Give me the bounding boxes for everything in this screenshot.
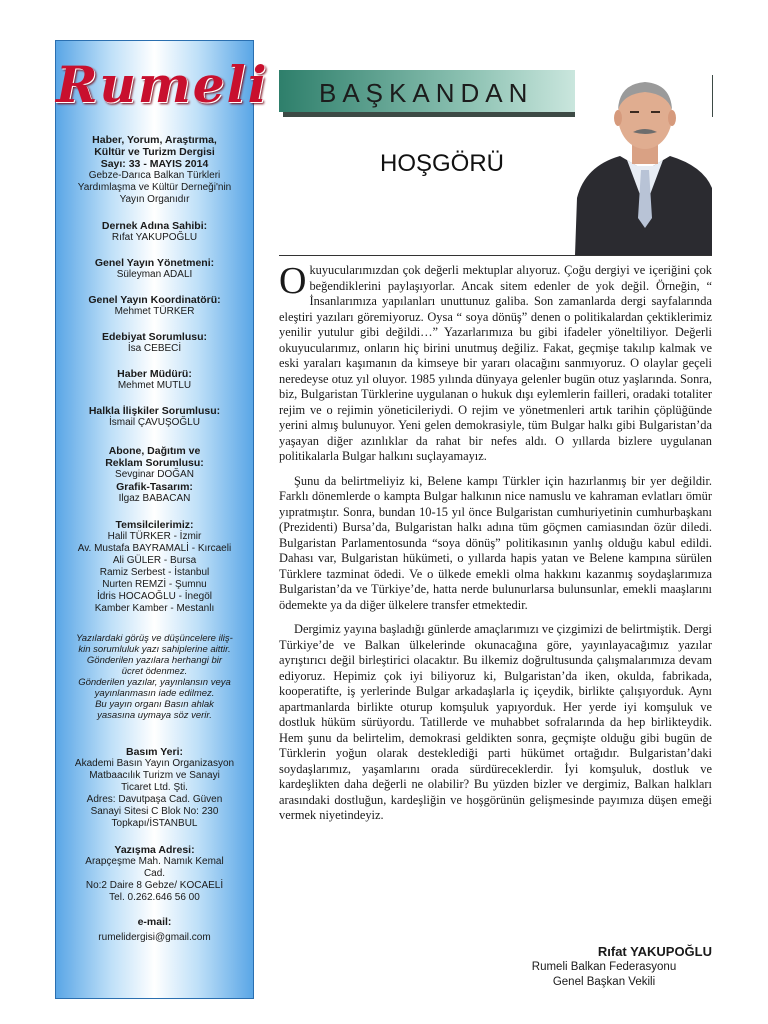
news-block <box>56 368 253 392</box>
disclaimer-line: kin sorumluluk yazı sahiplerine aittir. <box>78 644 231 655</box>
representative-item: Av. Mustafa BAYRAMALİ - Kırcaeli <box>77 543 232 554</box>
representatives-heading: Temsilcilerimiz: <box>115 519 194 531</box>
address-heading: Yazışma Adresi: <box>114 844 195 856</box>
disclaimer-line: ücret ödenmez. <box>121 666 188 677</box>
coordinator-heading: Genel Yayın Koordinatörü: <box>88 294 221 306</box>
owner-value: Rıfat YAKUPOĞLU <box>111 232 198 243</box>
representative-item: Ali GÜLER - Bursa <box>112 555 197 566</box>
literature-block <box>56 331 253 355</box>
owner-block <box>56 220 253 244</box>
email-heading: e-mail: <box>137 916 172 928</box>
address-line: Cad. <box>143 868 166 879</box>
representative-item: Halil TÜRKER - İzmir <box>107 531 202 542</box>
signature-block <box>500 943 712 990</box>
author-name: Rıfat YAKUPOĞLU <box>597 944 712 959</box>
print-line: Ticaret Ltd. Şti. <box>121 782 188 793</box>
section-banner-text: BAŞKANDAN <box>319 78 534 108</box>
article-paragraph <box>279 260 712 465</box>
intro-line: Haber, Yorum, Araştırma, <box>92 134 217 146</box>
news-heading: Haber Müdürü: <box>117 368 192 380</box>
email-block <box>56 916 253 944</box>
print-line: Topkapı/İSTANBUL <box>111 818 198 829</box>
author-title: Rumeli Balkan Federasyonu <box>531 961 677 973</box>
intro-line: Yayın Organıdır <box>119 194 190 205</box>
coordinator-block <box>56 294 253 318</box>
print-line: Akademi Basın Yayın Organizasyon <box>74 758 235 769</box>
distribution-block <box>56 445 253 505</box>
intro-line: Yardımlaşma ve Kültür Derneği'nin <box>77 182 232 193</box>
disclaimer-line: Yazılardaki görüş ve düşüncelere iliş- <box>76 633 233 644</box>
article-paragraph: Dergimiz yayına başladığı günlerde amaçlarımızı ve çizgimizi de belirtmiştik. Dergi Türkiye’de ve Balkan ülkelerinde okunacağına göre, yayınlayacağımız yazılar ayrıştırıcı değil birleştirici olacaktır. Bu ilkemiz doğrultusunda çalışmalarımıza devam ediyoruz. Hepimiz çok iyi biliyoruz ki, Bulgaristan’da iken, okulda, fabrikada, kooperatifte, iş yerlerinde Bulgar arkadaşlarla iç içeydik, birlikte çalışıyorduk. Aynı apartmanlarda birlikte oturup komşuluk yapıyorduk. Her yerde iyi komşuluk ve dostluk hüküm sürüyordu. Tatillerde ve muhabbet sofralarında da hep birlikteydik. Hem şunu da belirtelim, demokrasi geldikten sonra, geçmişte olduğu gibi bugün de Türklerin yoğun olarak desteklediği parti hükümet ortağıdır. Bulgaristan’daki soydaşlarımız, yaşamlarını orada sürdüreceklerdir. İyi komşuluk, dostluk ve kardeşlikten daha değerli ne olabilir? Bu yüzden bizler ve dergimiz, Balkan halkları arasındaki dostluğun, kardeşliğin ve hoşgörünün gelişmesinde payımıza düşen emeği vermek niyetindeyiz. <box>279 622 712 822</box>
literature-heading: Edebiyat Sorumlusu: <box>101 331 207 343</box>
address-block <box>56 844 253 904</box>
magazine-logo: Rumeli <box>56 55 269 114</box>
address-line: Tel. 0.262.646 56 00 <box>109 892 200 903</box>
manager-value: Süleyman ADALI <box>116 269 193 280</box>
pr-heading: Halkla İlişkiler Sorumlusu: <box>88 405 221 417</box>
representative-item: Nurten REMZİ - Şumnu <box>102 579 207 590</box>
disclaimer-line: yasasına uymaya söz verir. <box>97 710 212 721</box>
article-paragraph: Şunu da belirtmeliyiz ki, Belene kampı Türkler için hazırlanmış bir yer değildir. Farklı dönemlerde o kampta Bulgar halkının nice namuslu ve kahraman evlatları ömür yıpratmıştır. Sonra, bundan 10-15 yıl önce Bulgaristan cumhuriyetinin cumhurbaşkanı (Prezidenti) Bursa’da, Bulgaristan halkı adına tüm göçmen camiasından özür diledi. Bulgaristan Parlamentosunda “soya dönüş” politikasının yanlış olduğu kabul edildi. Dahası var, Bulgaristan hükümeti, o yıllarda hapis yatan ve Belene kampına sürülen Türklere tazminat ödedi. Ve o ülkede emekli olma hakkını kazanmış soydaşlarımıza Bulgaristan’da ve Türkiye’de, hatta nerde bulunurlarsa bulunsunlar, emekli maaşlarını ödemekte ya da diğer ülkelere transfer etmektedir. <box>279 473 712 612</box>
address-line: No:2 Daire 8 Gebze/ KOCAELİ <box>85 880 224 891</box>
address-line: Arapçeşme Mah. Namık Kemal <box>85 856 224 867</box>
distribution-value: Sevginar DOĞAN <box>115 469 194 480</box>
issue-info: Sayı: 33 - MAYIS 2014 <box>100 158 209 170</box>
print-heading: Basım Yeri: <box>125 746 183 758</box>
drop-cap: O <box>279 260 307 302</box>
divider <box>279 255 712 256</box>
paragraph-text: kuyucularımızdan çok değerli mektuplar alıyoruz. Çoğu dergiyi ve içeriğini çok beğendiklerini paylaşıyorlar. Ancak sitem edenler de yok değil. Örneğin, “ İnsanlarımıza yapılanları unuttunuz galiba. Son zamanlarda dergi sayfalarında eleştiri yazıları göremiyoruz. Oysa “ soya dönüş” denen o politikalardan çektiklerimiz yenilir yutulur gibi değildi…” Yazarlarımıza bu gibi ifadeler yöneltiliyor. Değerli okuyucularımız, onların hiç birini unutmuş değiliz. Fakat, geçmişe takılıp kalmak ve eski yaraları kaşımanın da kimseye bir yararı olacağını sanmıyoruz. O olaylar geçeli neredeyse otuz yıl oluyor. 1985 yılında dünyaya gelenler bugün otuz yaşlarında. Sonra, biz, Bulgaristan Türklerine uygulanan o hukuk dışı eylemlerin failleri, oradaki totaliter rejim ve o rejimin yöneticileriydi. O rejim ve yönetmenleri artık tarihin çöplüğünde yerini almış bulunuyor. Yeni gelen demokrasiyle, tüm Bulgar halkı gibi Bulgaristan’da yaşayan diğer azınlıklar da rahat bir nefes aldı. O yıllarda bizlere uygulanan politikalarla Bulgar halkını suçlayamayız. <box>279 263 712 463</box>
pr-block <box>56 405 253 429</box>
print-block <box>56 746 253 830</box>
disclaimer-block <box>56 633 253 721</box>
graphic-heading: Grafik-Tasarım: <box>116 481 193 493</box>
magazine-intro <box>56 134 253 206</box>
article-title: HOŞGÖRÜ <box>380 150 505 177</box>
disclaimer-line: Gönderilen yazılara herhangi bir <box>86 655 223 666</box>
representative-item: İdris HOCAOĞLU - İnegöl <box>96 591 213 602</box>
intro-line: Kültür ve Turizm Dergisi <box>94 146 215 158</box>
print-line: Matbaacılık Turizm ve Sanayi <box>89 770 220 781</box>
article-body <box>279 260 712 833</box>
author-portrait <box>575 48 712 255</box>
representative-item: Ramiz Serbest - İstanbul <box>99 567 210 578</box>
representatives-block <box>56 519 253 615</box>
distribution-heading: Reklam Sorumlusu: <box>105 457 204 469</box>
manager-heading: Genel Yayın Yönetmeni: <box>94 257 215 269</box>
disclaimer-line: Bu yayın organı Basın ahlak <box>95 699 214 710</box>
coordinator-value: Mehmet TÜRKER <box>114 306 195 317</box>
disclaimer-line: yayınlanmasın iade edilmez. <box>94 688 215 699</box>
disclaimer-line: Gönderilen yazılar, yayınlansın veya <box>78 677 231 688</box>
literature-value: İsa CEBECİ <box>127 343 182 354</box>
news-value: Mehmet MUTLU <box>117 380 192 391</box>
pr-value: İsmail ÇAVUŞOĞLU <box>109 417 200 428</box>
intro-line: Gebze-Darıca Balkan Türkleri <box>88 170 221 181</box>
representative-item: Kamber Kamber - Mestanlı <box>94 603 215 614</box>
masthead-sidebar <box>55 40 269 999</box>
author-title: Genel Başkan Vekili <box>552 976 656 988</box>
email-value: rumelidergisi@gmail.com <box>98 932 211 943</box>
print-line: Adres: Davutpaşa Cad. Güven <box>86 794 223 805</box>
print-line: Sanayi Sitesi C Blok No: 230 <box>90 806 219 817</box>
owner-heading: Dernek Adına Sahibi: <box>101 220 208 232</box>
graphic-value: Ilgaz BABACAN <box>118 493 191 504</box>
manager-block <box>56 257 253 281</box>
distribution-heading: Abone, Dağıtım ve <box>108 445 201 457</box>
